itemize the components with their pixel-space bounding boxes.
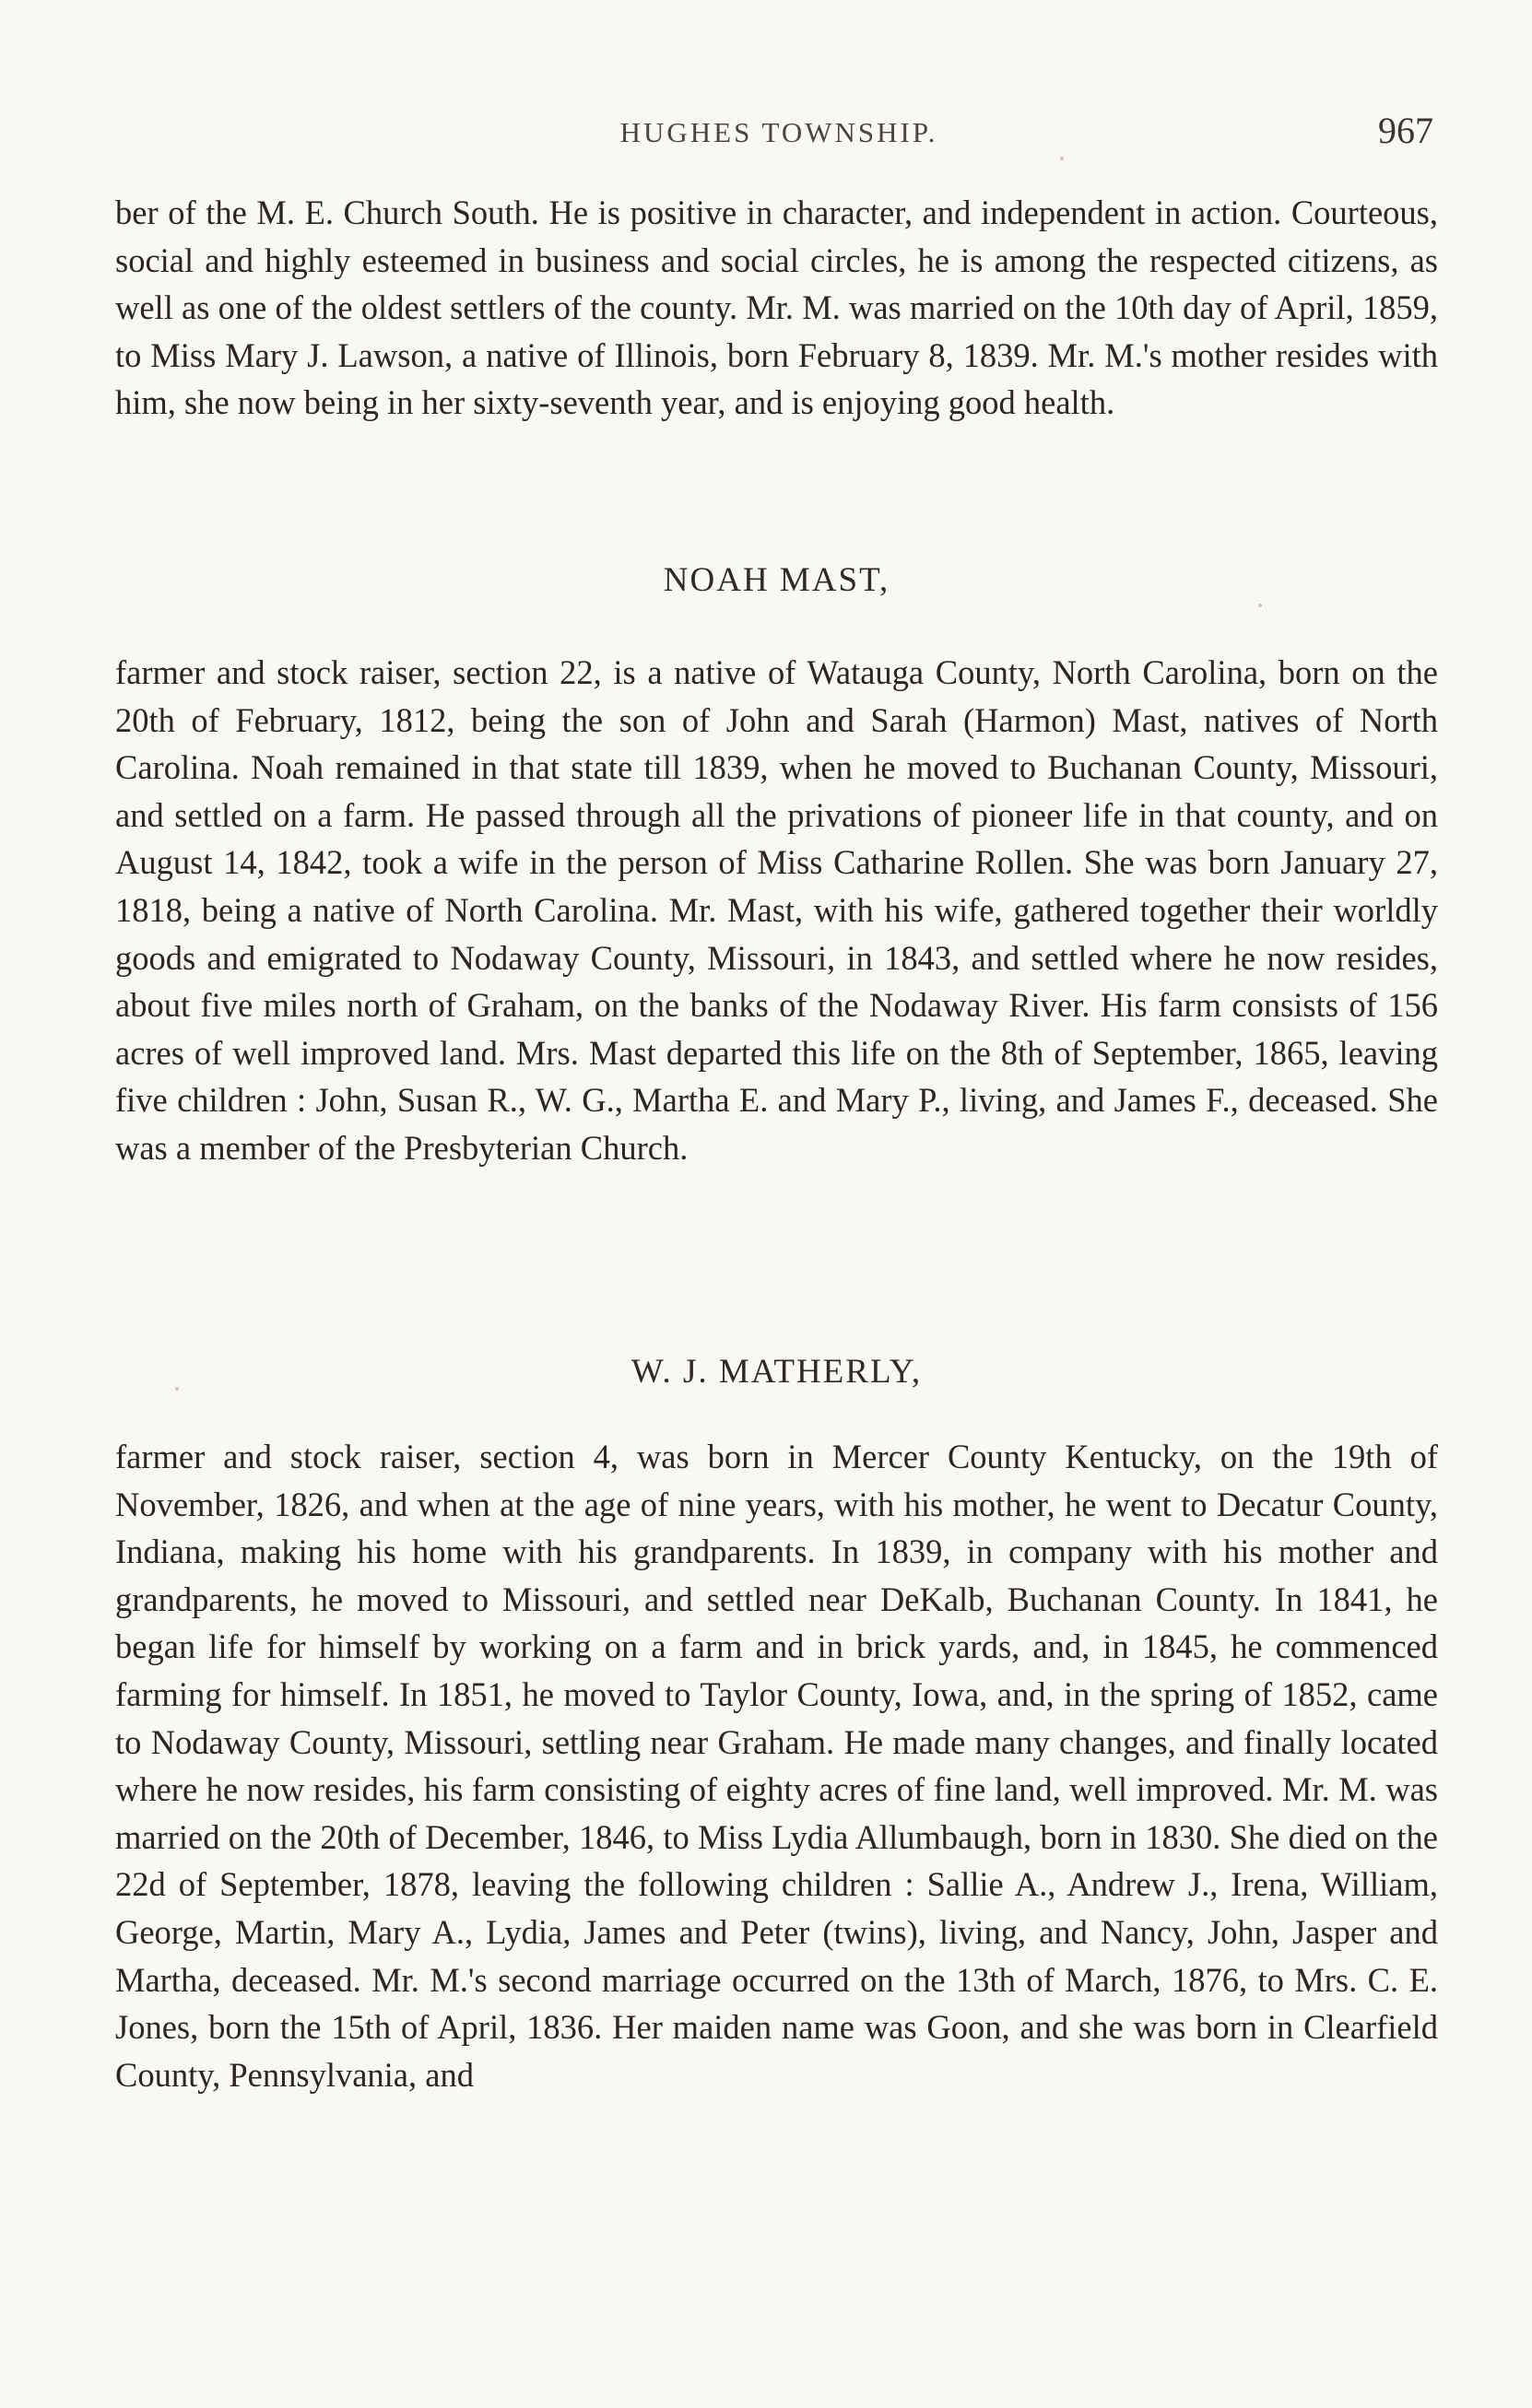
heading-w-j-matherly: W. J. MATHERLY, [630,1353,923,1391]
biography-noah-mast [115,649,1438,1172]
heading-noah-mast: NOAH MAST, [663,561,890,599]
paper-speck [1258,604,1262,607]
biography-w-j-matherly [115,1433,1438,2098]
paragraph-w-j-matherly: farmer and stock raiser, section 4, was born in Mercer County Kentucky, on the 19th of November, 1826, and when at the age of nine years, with his mother, he went to Decatur County, Indiana, making his home with his grandparents. In 1839, in company with his mother and grandparents, he moved to Missouri, and settled near DeKalb, Buchanan County. In 1841, he began life for himself by working on a farm and in brick yards, and, in 1845, he commenced farming for himself. In 1851, he moved to Taylor County, Iowa, and, in the spring of 1852, came to Nodaway County, Missouri, settling near Graham. He made many changes, and finally located where he now resides, his farm consisting of eighty acres of fine land, well improved. Mr. M. was married on the 20th of December, 1846, to Miss Lydia Allumbaugh, born in 1830. She died on the 22d of September, 1878, leaving the following children : Sallie A., Andrew J., Irena, William, George, Martin, Mary A., Lydia, James and Peter (twins), living, and Nancy, John, Jasper and Martha, deceased. Mr. M.'s second marriage occurred on the 13th of March, 1876, to Mrs. C. E. Jones, born the 15th of April, 1836. Her maiden name was Goon, and she was born in Clearfield County, Pennsylvania, and [115,1438,1438,2094]
continued-biography [115,189,1438,427]
paper-speck [175,1387,179,1391]
page-number: 967 [1378,110,1433,151]
running-title: HUGHES TOWNSHIP. [619,116,938,148]
paragraph-noah-mast: farmer and stock raiser, section 22, is a native of Watauga County, North Carolina, born on the 20th of February, 1812, being the son of John and Sarah (Harmon) Mast, natives of North Carolina. Noah remained in that state till 1839, when he moved to Buchanan County, Missouri, and settled on a farm. He passed through all the privations of pioneer life in that county, and on August 14, 1842, took a wife in the person of Miss Catharine Rollen. She was born January 27, 1818, being a native of North Carolina. Mr. Mast, with his wife, gathered together their worldly goods and emigrated to Nodaway County, Missouri, in 1843, and settled where he now resides, about five miles north of Graham, on the banks of the Nodaway River. His farm consists of 156 acres of well improved land. Mrs. Mast departed this life on the 8th of September, 1865, leaving five children : John, Susan R., W. G., Martha E. and Mary P., living, and James F., deceased. She was a member of the Presbyterian Church. [115,653,1438,1167]
paragraph-continuation: ber of the M. E. Church South. He is positive in character, and independent in action. Courteous, social and highly esteemed in business and social circles, he is among the respected citizens, as well as one of the oldest settlers of the county. Mr. M. was married on the 10th day of April, 1859, to Miss Mary J. Lawson, a native of Illinois, born February 8, 1839. Mr. M.'s mother resides with him, she now being in her sixty-seventh year, and is enjoying good health. [115,194,1438,422]
running-head [115,109,1443,164]
paper-speck [1060,157,1064,160]
